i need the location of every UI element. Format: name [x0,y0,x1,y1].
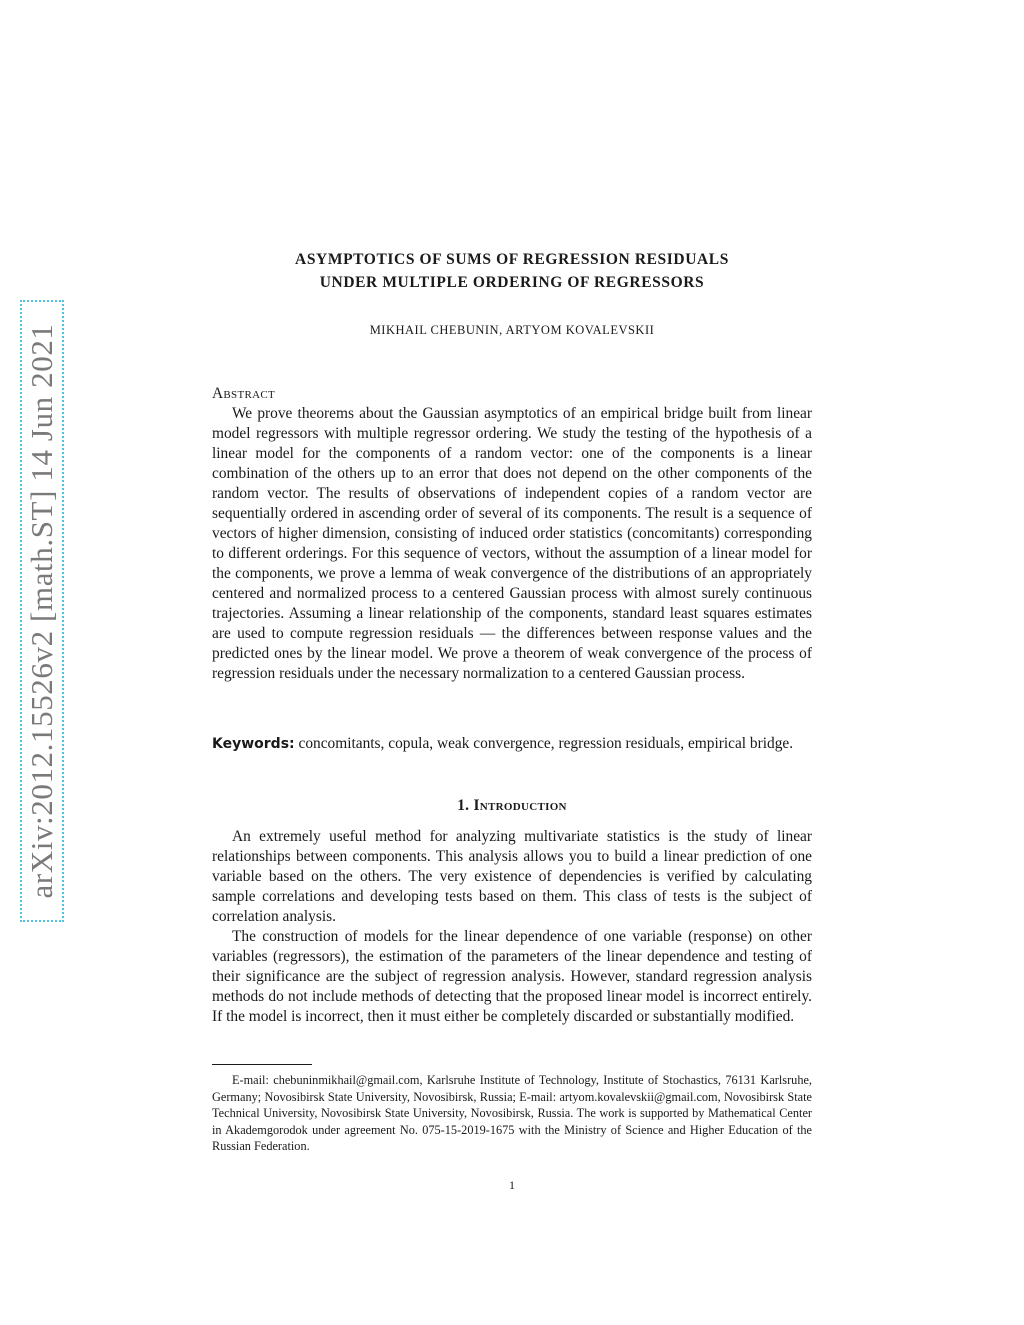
intro-paragraph-1: An extremely useful method for analyzing multivariate statistics is the study of linear relationships between components. This analysis allows you to build a linear prediction of one variable based on the others. The very existence of dependencies is verified by calculating sample correlations and developing tests based on them. This class of tests is the subject of correlation analysis. [212,828,812,925]
author-list: MIKHAIL CHEBUNIN, ARTYOM KOVALEVSKII [369,323,655,337]
keywords [212,734,812,754]
arxiv-stamp [20,300,64,922]
footnote: E-mail: chebuninmikhail@gmail.com, Karlsruhe Institute of Technology, Institute of Stochastics, 76131 Karlsruhe, Germany; Novosibirsk State University, Novosibirsk, Russia; E-mail: artyom.kovalevskii@gmail.com, Novosibirsk State Technical University, Novosibirsk State University, Novosibirsk, Russia. The work is supported by Mathematical Center in Akademgorodok under agreement No. 075-15-2019-1675 with the Ministry of Science and Higher Education of the Russian Federation. [212,1073,812,1154]
title-line-2: UNDER MULTIPLE ORDERING OF REGRESSORS [319,274,705,291]
keywords-label: Keywords: [212,736,295,752]
title-line-1: ASYMPTOTICS OF SUMS OF REGRESSION RESIDUALS [295,251,729,268]
paper-title [212,248,812,294]
page-number: 1 [509,1178,515,1192]
arxiv-identifier: arXiv:2012.15526v2 [math.ST] 14 Jun 2021 [24,323,59,899]
abstract-body: We prove theorems about the Gaussian asymptotics of an empirical bridge built from linear model regressors with multiple regressor ordering. We study the testing of the hypothesis of a linear model for the components of a random vector: one of the components is a linear combination of the others up to an error that does not depend on the other components of the random vector. The results of observations of independent copies of a random vector are sequentially ordered in ascending order of several of its components. The result is a sequence of vectors of higher dimension, consisting of induced order statistics (concomitants) corresponding to different orderings. For this sequence of vectors, without the assumption of a linear model for the components, we prove a lemma of weak convergence of the distributions of an appropriately centered and normalized process to a centered Gaussian process with almost surely continuous trajectories. Assuming a linear relationship of the components, standard least squares estimates are used to compute regression residuals — the differences between response values and the predicted ones by the linear model. We prove a theorem of weak convergence of the process of regression residuals under the necessary normalization to a centered Gaussian process. [212,405,812,682]
keywords-text: concomitants, copula, weak convergence, regression residuals, empirical bridge. [294,735,794,752]
introduction-body [212,827,812,1027]
abstract-heading: Abstract [212,385,276,402]
abstract-section [212,384,812,684]
section-heading-introduction: 1. Introduction [457,797,567,814]
footnote-divider [212,1064,312,1065]
intro-paragraph-2: The construction of models for the linear dependence of one variable (response) on other variables (regressors), the estimation of the parameters of the linear dependence and testing of their significance are the subject of regression analysis. However, standard regression analysis methods do not include methods of detecting that the proposed linear model is incorrect entirely. If the model is incorrect, then it must either be completely discarded or substantially modified. [212,928,812,1025]
